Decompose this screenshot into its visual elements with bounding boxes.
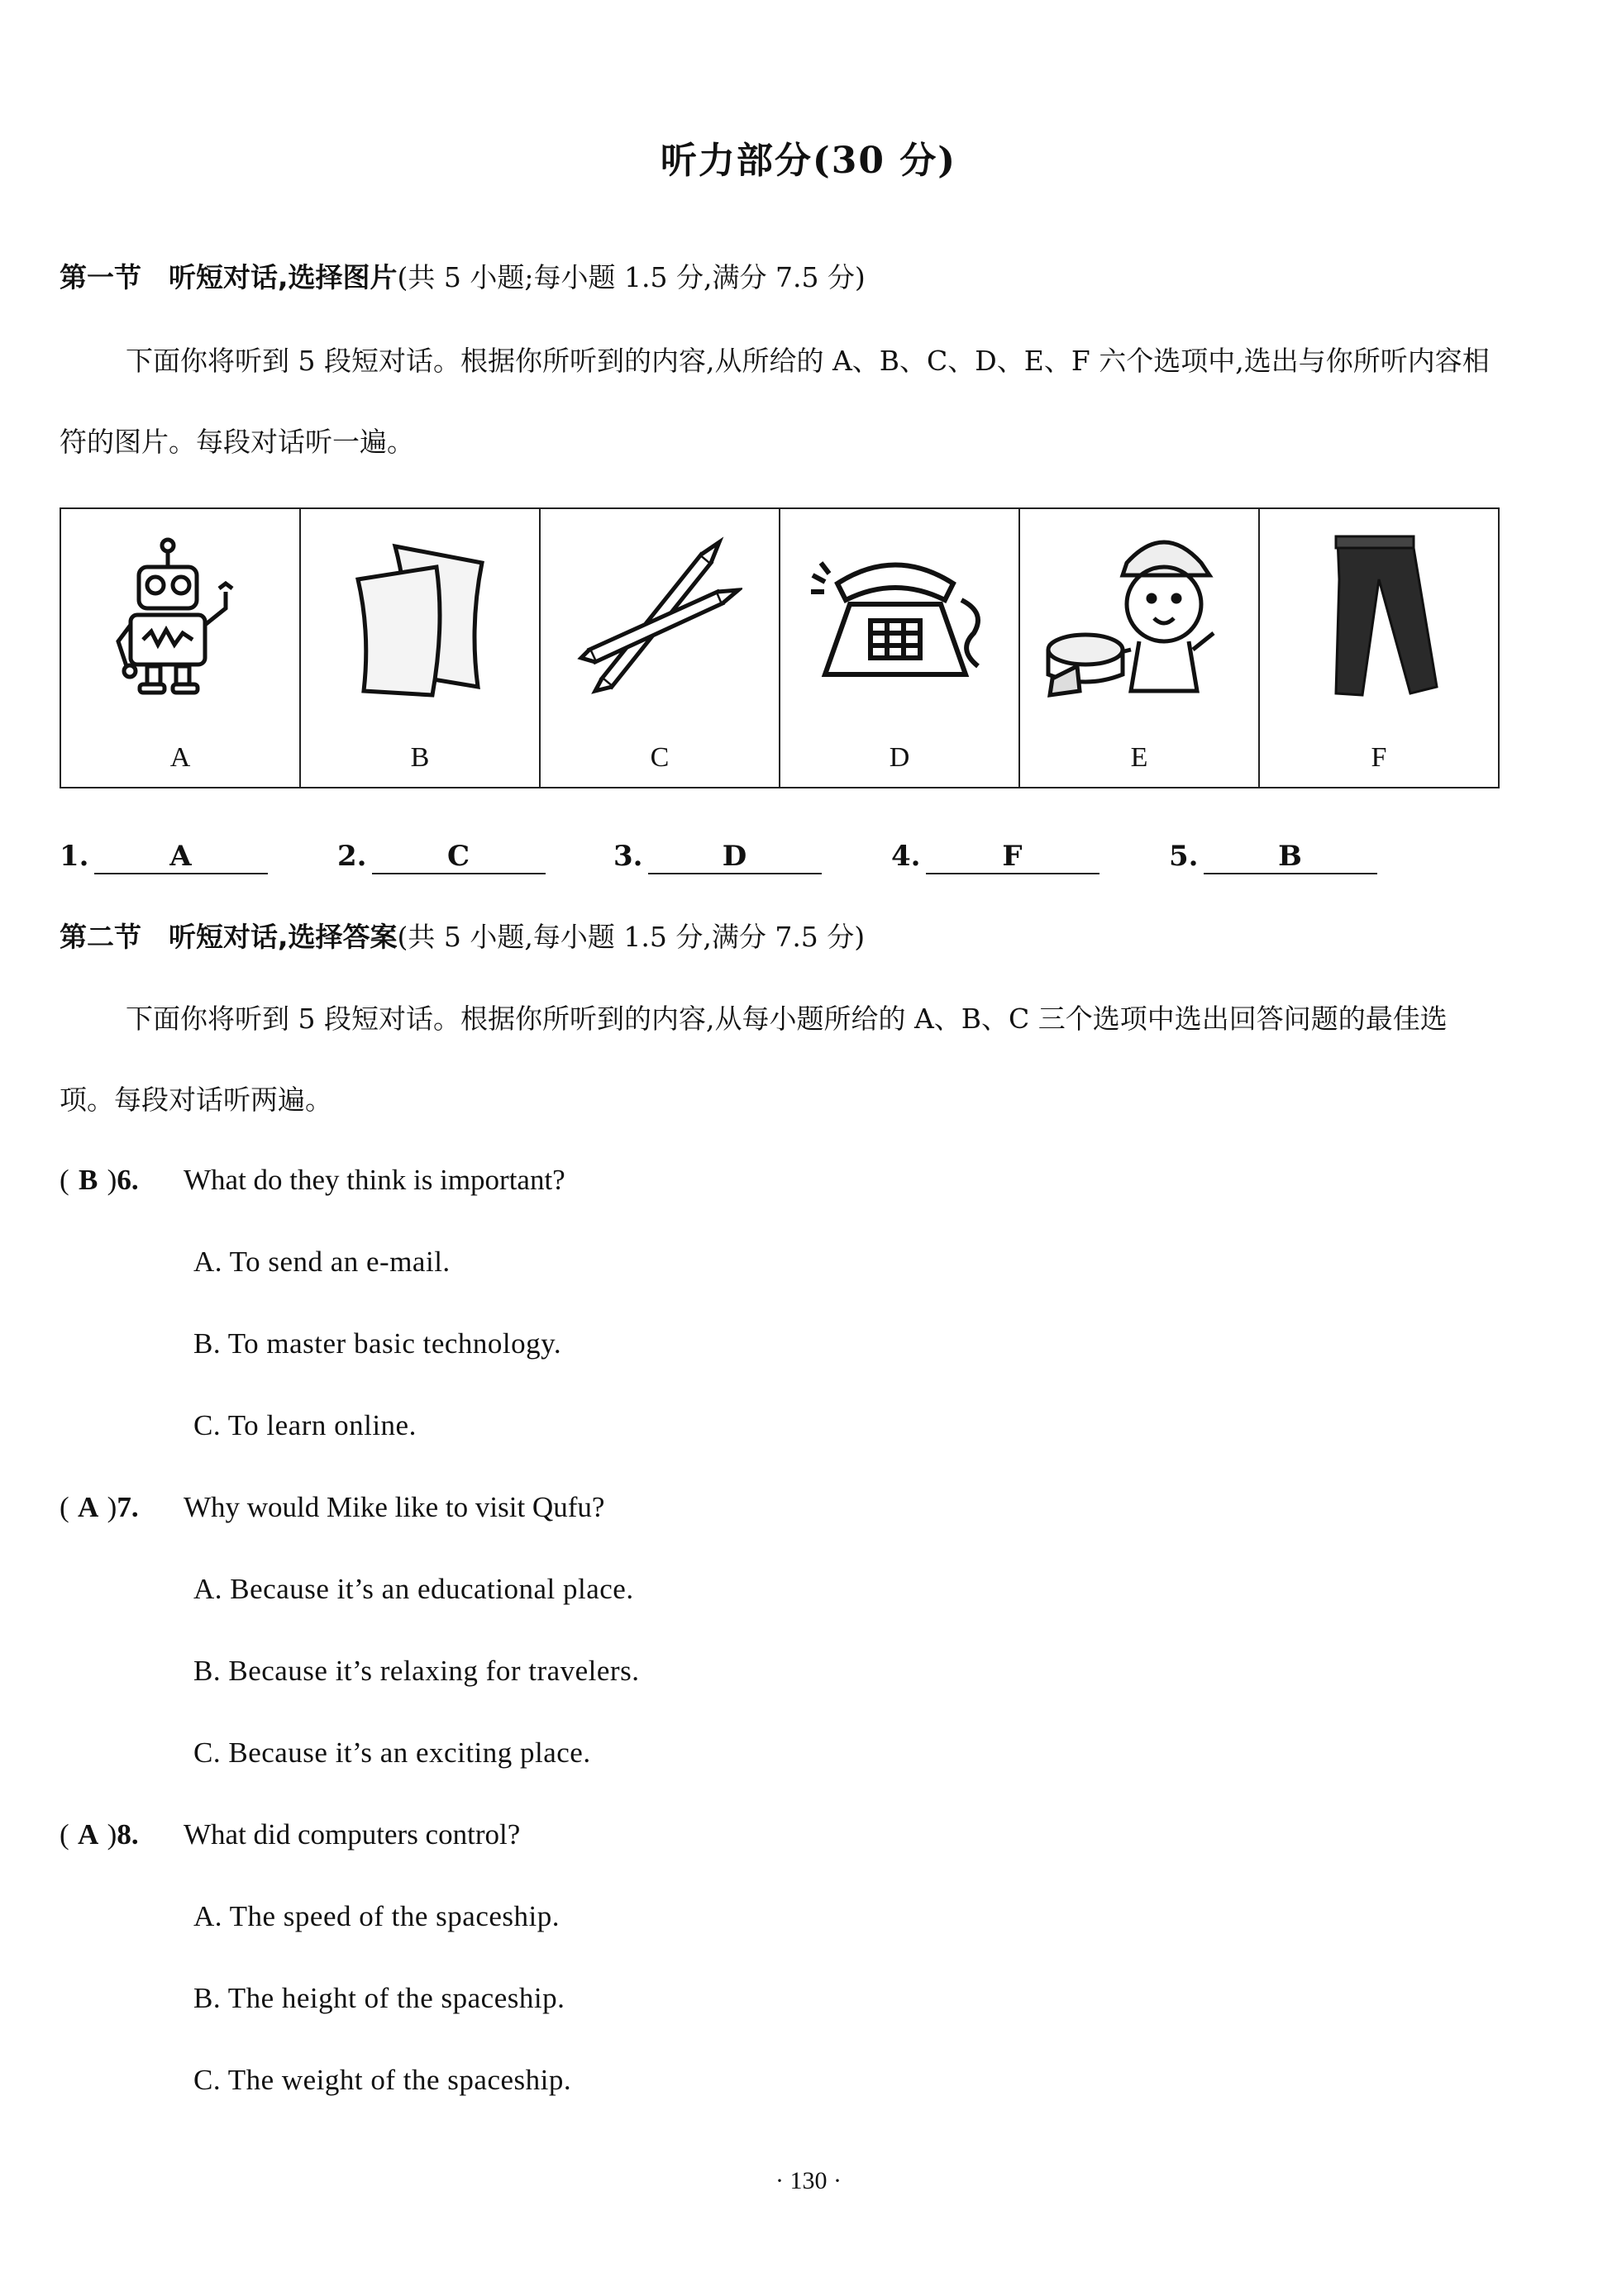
picture-label-b: B [410, 742, 430, 773]
picture-label-c: C [650, 742, 670, 773]
answer-1 [60, 840, 268, 874]
pencils-icon [577, 534, 742, 699]
option: B. To master basic technology. [193, 1327, 562, 1360]
answer-blank: F [926, 840, 1099, 874]
paper-sheets-icon [346, 534, 494, 699]
option: A. To send an e-mail. [193, 1246, 451, 1278]
section1-heading-note: (共 5 小题;每小题 1.5 分,满分 7.5 分) [397, 261, 866, 293]
answer-blank: C [372, 840, 546, 874]
section2-heading-main: 第二节 听短对话,选择答案 [60, 921, 398, 953]
section1-instructions: 下面你将听到 5 段短对话。根据你所听到的内容,从所给的 A、B、C、D、E、F 六个选项中,选出与你所听内容相符的图片。每段对话听一遍。 [60, 345, 1490, 458]
option: B. The height of the spaceship. [193, 1982, 565, 2014]
answer-number: 4. [891, 840, 921, 873]
telephone-icon [804, 542, 995, 691]
question-text: What do they think is important? [184, 1164, 565, 1196]
answer-number: 5. [1169, 840, 1199, 873]
answer-blank: B [1204, 840, 1377, 874]
question-answer: B [78, 1164, 98, 1196]
question-7: ( A )7. Why would Mike like to visit Qufu? [60, 1491, 605, 1523]
answer-number: 1. [60, 840, 89, 873]
picture-label-a: A [169, 742, 191, 773]
answer-5 [1169, 840, 1377, 874]
picture-option-d [780, 508, 1019, 788]
picture-option-e [1019, 508, 1259, 788]
question-8: ( A )8. What did computers control? [60, 1818, 521, 1851]
option: C. To learn online. [193, 1409, 417, 1441]
answer-number: 2. [337, 840, 367, 873]
question-number: 8. [117, 1818, 139, 1851]
question-6: ( B )6. What do they think is important? [60, 1164, 565, 1196]
picture-label-d: D [889, 742, 910, 773]
picture-option-a [60, 508, 300, 788]
section1-heading-main: 第一节 听短对话,选择图片 [60, 261, 398, 293]
picture-option-b [300, 508, 540, 788]
page-number: · 130 · [775, 2167, 842, 2194]
picture-label-e: E [1130, 742, 1148, 773]
answer-4 [891, 840, 1099, 874]
question-number: 6. [117, 1164, 139, 1196]
picture-options-table [60, 507, 1500, 788]
answer-2 [337, 840, 546, 874]
option: A. Because it’s an educational place. [193, 1573, 634, 1605]
question-text: What did computers control? [184, 1818, 521, 1851]
picture-option-f [1259, 508, 1499, 788]
robot-icon [110, 534, 250, 699]
option: A. The speed of the spaceship. [193, 1900, 560, 1932]
answer-number: 3. [613, 840, 643, 873]
option: C. The weight of the spaceship. [193, 2064, 572, 2096]
section2-heading [60, 916, 865, 955]
question-answer: A [78, 1491, 99, 1523]
section1-heading [60, 256, 866, 295]
question-answer: A [78, 1818, 99, 1851]
page-title: 听力部分(30 分) [660, 140, 957, 182]
section2-instructions: 下面你将听到 5 段短对话。根据你所听到的内容,从每小题所给的 A、B、C 三个选项中选出回答问题的最佳选项。每段对话听两遍。 [60, 1003, 1448, 1116]
section2-heading-note: (共 5 小题,每小题 1.5 分,满分 7.5 分) [397, 921, 866, 953]
answer-blank: A [94, 840, 268, 874]
trousers-icon [1313, 530, 1445, 703]
answer-blank: D [648, 840, 822, 874]
option: C. Because it’s an exciting place. [193, 1736, 591, 1769]
picture-option-c [540, 508, 780, 788]
answer-3 [613, 840, 822, 874]
boy-with-cake-icon [1040, 526, 1238, 707]
option: B. Because it’s relaxing for travelers. [193, 1655, 640, 1687]
question-number: 7. [117, 1491, 139, 1523]
question-text: Why would Mike like to visit Qufu? [184, 1491, 605, 1523]
picture-label-f: F [1371, 742, 1387, 773]
